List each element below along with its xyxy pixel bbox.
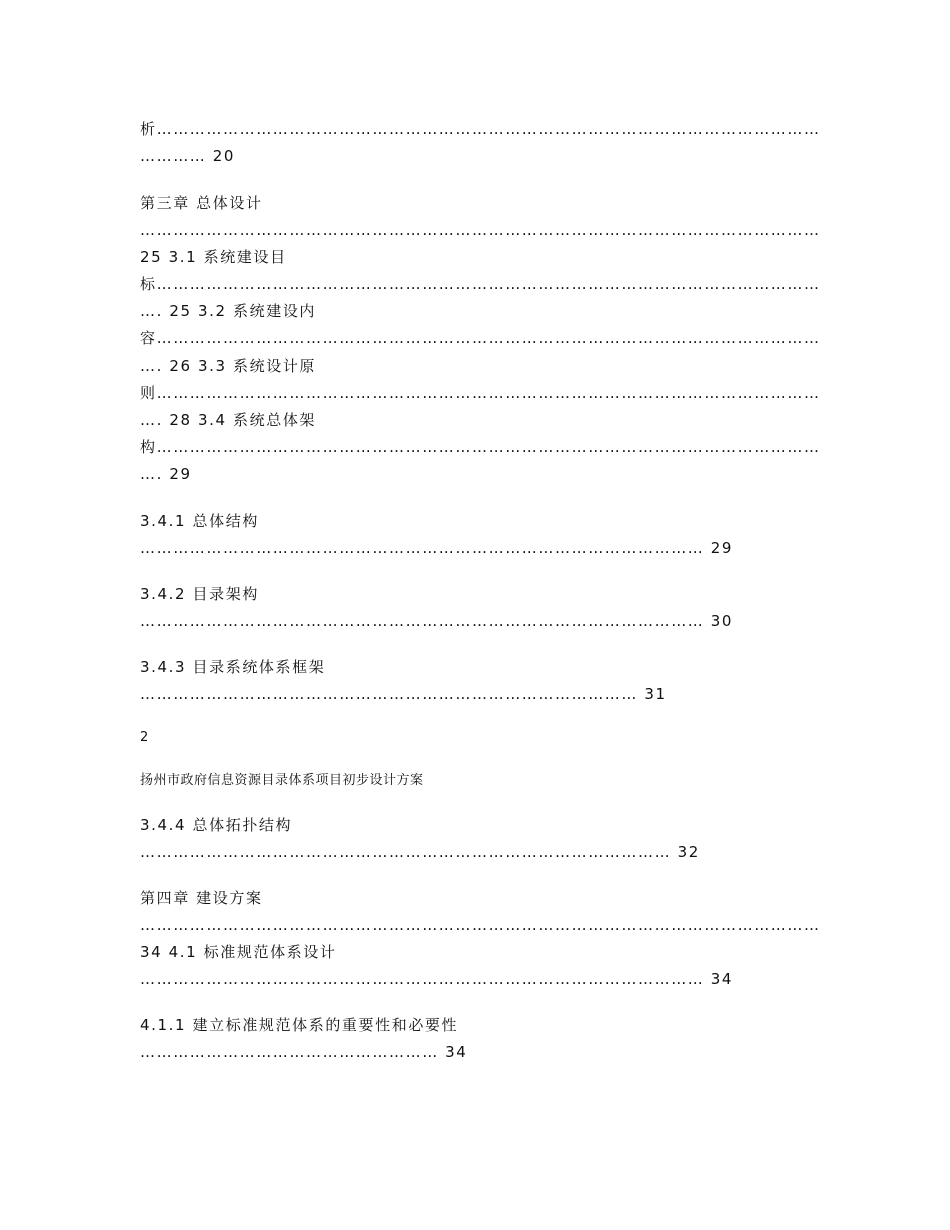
toc-entry-3-3: …. 26 3.3 系统设计原 bbox=[140, 357, 317, 375]
toc-entry-4-1-1: 4.1.1 建立标准规范体系的重要性和必要性 bbox=[140, 1016, 459, 1034]
toc-leader-line: 则………………………………………………………………………………………………………… bbox=[140, 384, 821, 402]
toc-leader-line: 标………………………………………………………………………………………………………… bbox=[140, 275, 821, 293]
toc-leader-line: …………………………………………………………………………………… 32 bbox=[140, 843, 700, 861]
toc-entry-3-4-4: 3.4.4 总体拓扑结构 bbox=[140, 816, 293, 834]
toc-entry-3-4: …. 28 3.4 系统总体架 bbox=[140, 411, 317, 429]
toc-leader-line: ………………………………………………………………………………………… 30 bbox=[140, 612, 734, 630]
toc-entry-3-4-2: 3.4.2 目录架构 bbox=[140, 585, 259, 603]
toc-page-number-line: ………… 20 bbox=[140, 147, 236, 165]
toc-entry-3-2: …. 25 3.2 系统建设内 bbox=[140, 302, 317, 320]
toc-leader-line: ……………………………………………………………………………… 31 bbox=[140, 685, 667, 703]
toc-entry-3-4-3: 3.4.3 目录系统体系框架 bbox=[140, 658, 326, 676]
toc-page-number-line: …. 29 bbox=[140, 465, 192, 483]
toc-leader-line: ………………………………………………………………………………………… 34 bbox=[140, 970, 734, 988]
toc-entry-3-1: 25 3.1 系统建设目 bbox=[140, 248, 287, 266]
running-header: 扬州市政府信息资源目录体系项目初步设计方案 bbox=[140, 773, 424, 788]
page-number: 2 bbox=[140, 730, 149, 745]
toc-leader-line: 容………………………………………………………………………………………………………… bbox=[140, 329, 821, 347]
toc-leader-line: 构………………………………………………………………………………………………………… bbox=[140, 438, 821, 456]
toc-entry-3-4-1: 3.4.1 总体结构 bbox=[140, 512, 259, 530]
toc-leader-line: ………………………………………………………………………………………… 29 bbox=[140, 539, 734, 557]
toc-leader-line: …………………………………………………………………………………………………………… bbox=[140, 221, 821, 239]
toc-chapter-4-title: 第四章 建设方案 bbox=[140, 889, 263, 907]
toc-entry-4-1: 34 4.1 标准规范体系设计 bbox=[140, 943, 337, 961]
toc-leader-line: …………………………………………………………………………………………………………… bbox=[140, 916, 821, 934]
toc-leader-line: ……………………………………………… 34 bbox=[140, 1043, 468, 1061]
toc-leader-line: 析………………………………………………………………………………………………………… bbox=[140, 120, 821, 138]
toc-chapter-3-title: 第三章 总体设计 bbox=[140, 194, 263, 212]
